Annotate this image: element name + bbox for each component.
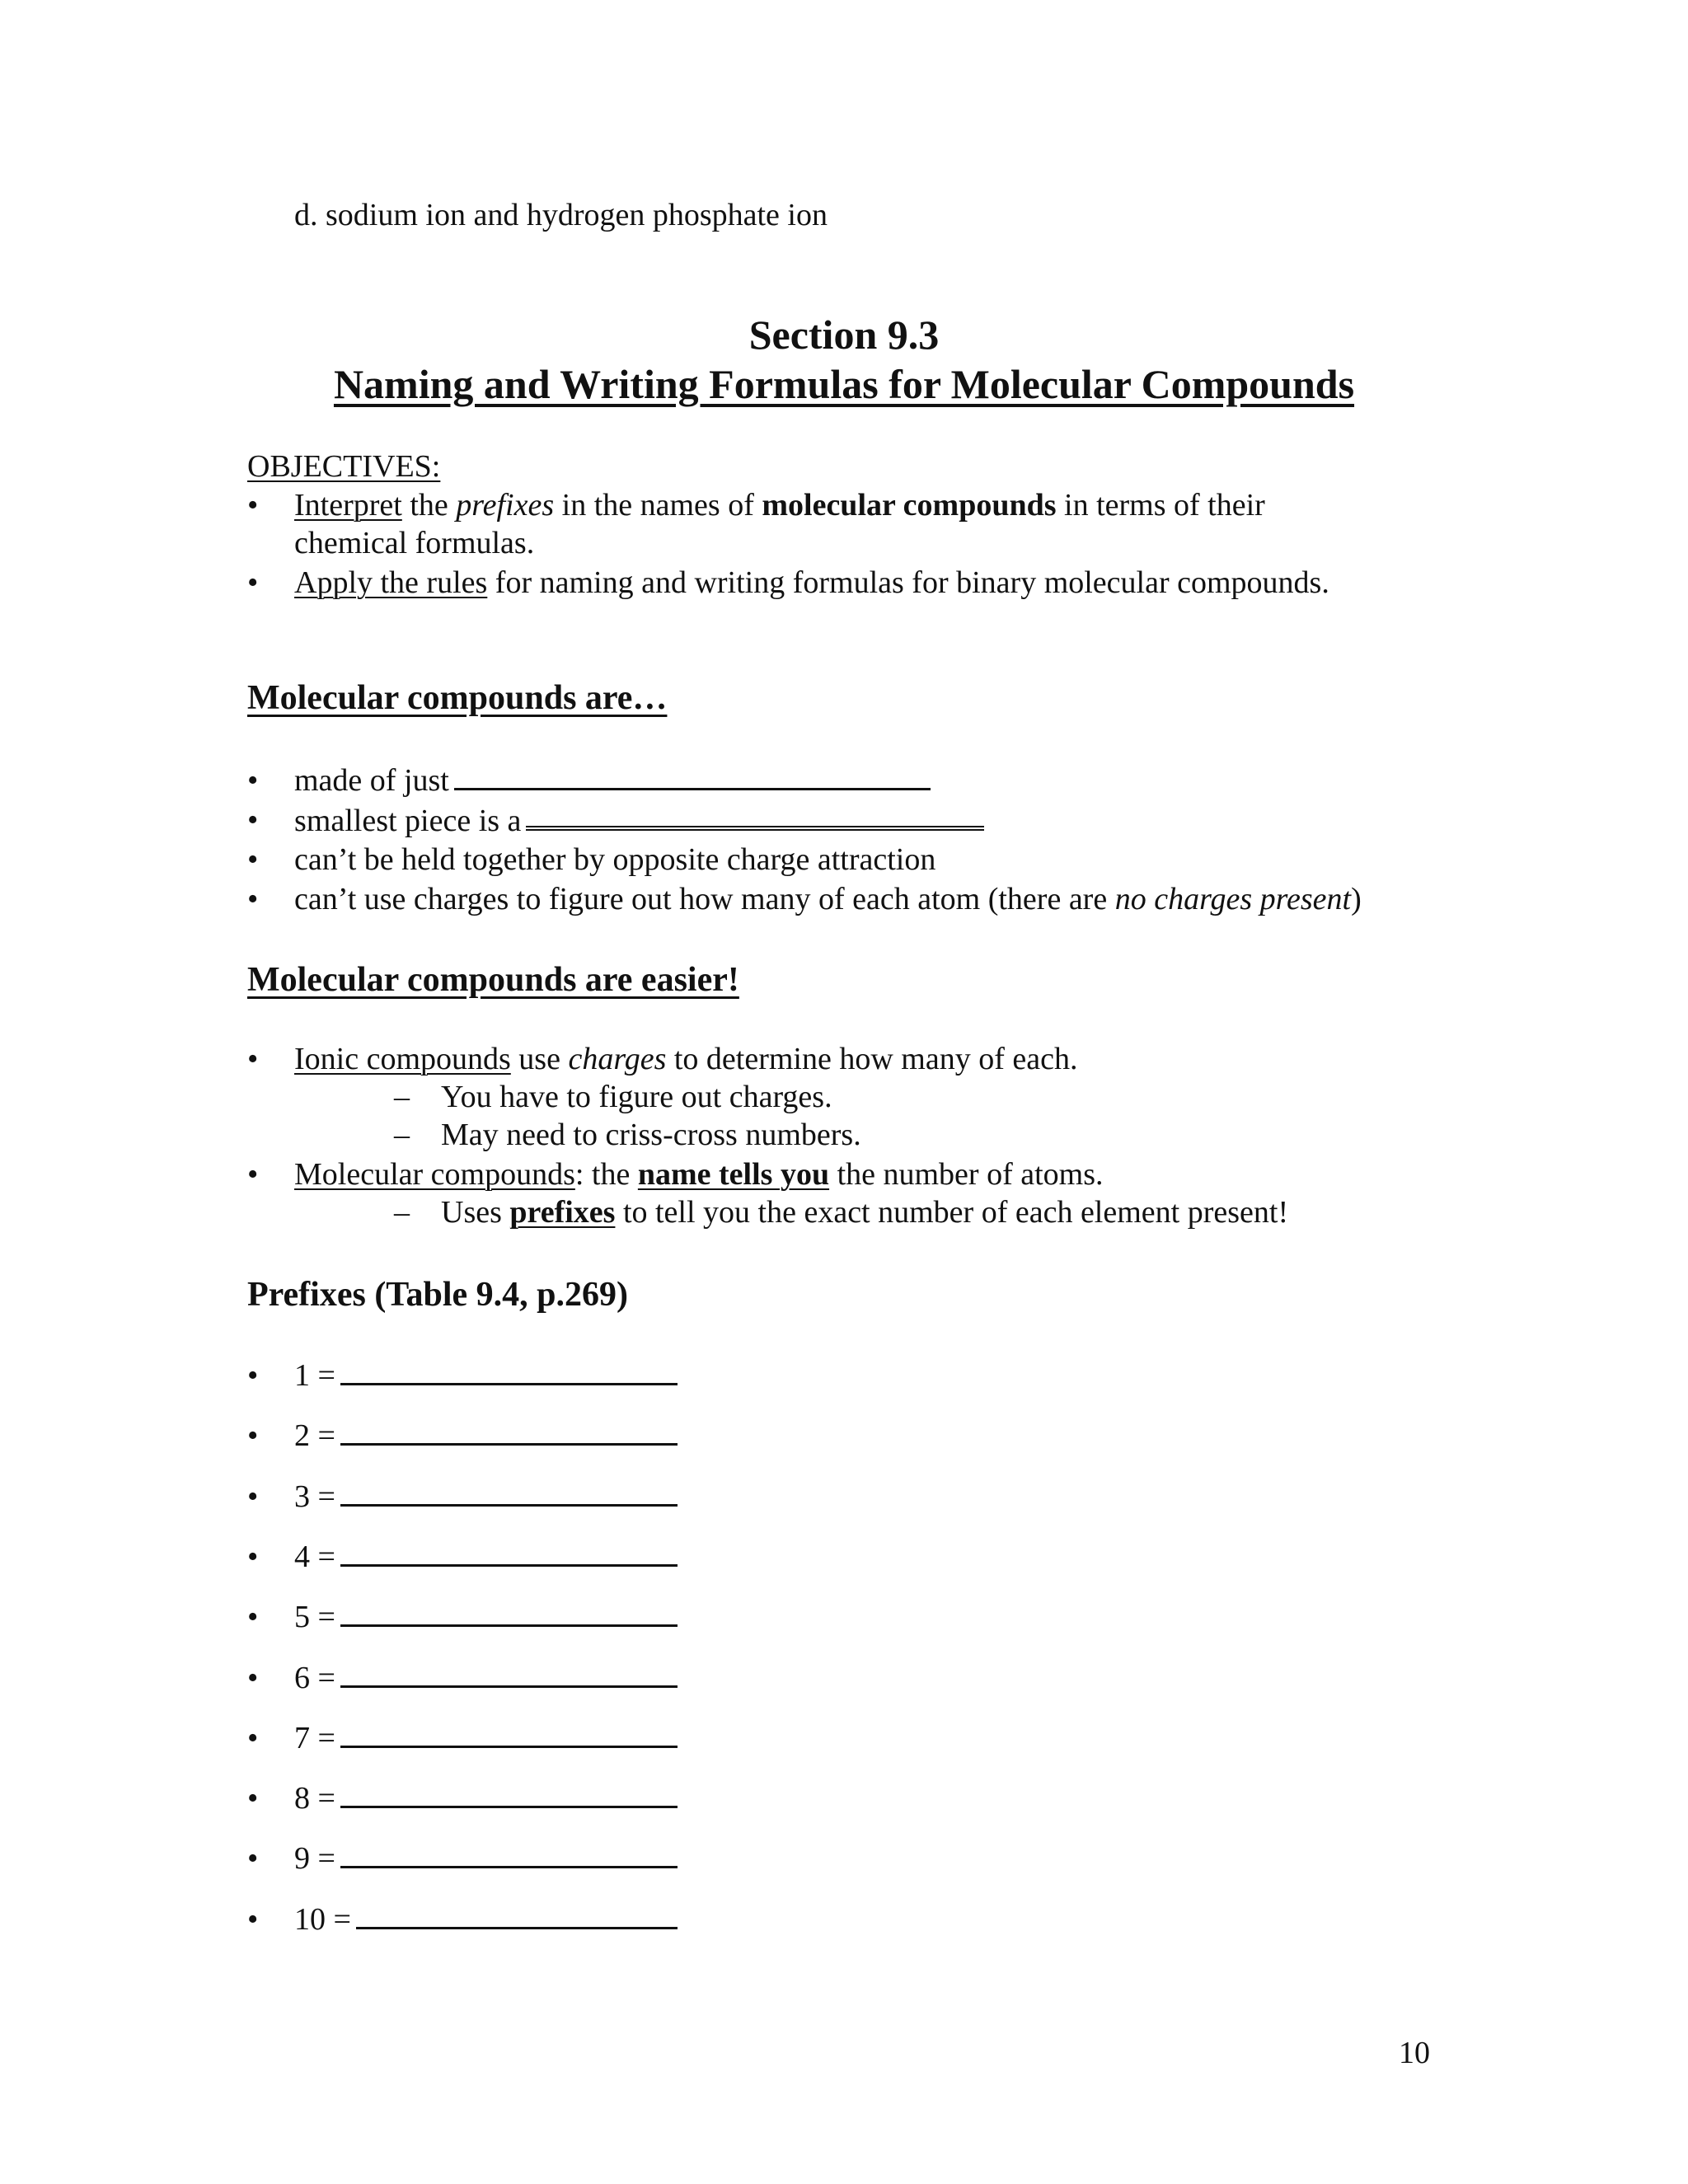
emphasis-charges: charges — [568, 1042, 667, 1076]
prefix-number-label: 7 = — [294, 1721, 335, 1755]
bold-molecular-compounds: molecular compounds — [762, 488, 1057, 523]
prefix-answer-blank[interactable] — [340, 1479, 678, 1507]
text: in the names of — [554, 488, 762, 523]
answer-blank[interactable] — [454, 763, 931, 790]
emphasis-prefixes: prefixes — [456, 488, 555, 523]
bold-name-tells-you: name tells you — [637, 1157, 830, 1192]
text: made of just — [294, 763, 449, 798]
mc-are-item-4 — [294, 880, 1362, 918]
heading-molecular-compounds-easier: Molecular compounds are easier! — [247, 961, 739, 999]
text: in terms of their — [1056, 488, 1265, 523]
dash: – — [394, 1118, 410, 1152]
bullet: • — [247, 1358, 259, 1393]
prefix-number-label: 5 = — [294, 1600, 335, 1634]
bullet: • — [247, 1479, 259, 1514]
bullet: • — [247, 803, 259, 837]
underline-molecular-compounds: Molecular compounds — [294, 1157, 575, 1192]
underline-ionic-compounds: Ionic compounds — [294, 1042, 511, 1076]
dash: – — [394, 1195, 410, 1230]
text: ) — [1351, 882, 1362, 916]
emphasis: no charges present — [1114, 882, 1352, 916]
bullet: • — [247, 1661, 259, 1695]
heading-prefixes: Prefixes (Table 9.4, p.269) — [247, 1276, 628, 1314]
answer-blank[interactable] — [526, 801, 984, 831]
bullet: • — [247, 882, 259, 916]
objective-1-verb: Interpret — [294, 488, 402, 523]
section-number: Section 9.3 — [748, 312, 940, 358]
prefix-item — [294, 1538, 678, 1576]
bullet: • — [247, 1721, 259, 1755]
bullet: • — [247, 488, 259, 523]
text: to tell you the exact number of each element present! — [615, 1195, 1289, 1230]
prefix-answer-blank[interactable] — [340, 1721, 678, 1748]
prefix-number-label: 4 = — [294, 1540, 335, 1574]
prefix-answer-blank[interactable] — [340, 1841, 678, 1868]
prefix-answer-blank[interactable] — [340, 1781, 678, 1808]
prefix-number-label: 9 = — [294, 1841, 335, 1876]
section-title: Naming and Writing Formulas for Molecular Compounds — [333, 361, 1355, 407]
text: smallest piece is a — [294, 804, 522, 838]
heading-molecular-compounds-are: Molecular compounds are… — [247, 679, 668, 717]
bullet: • — [247, 1781, 259, 1816]
mc-are-item-3: can’t be held together by opposite charge attraction — [294, 842, 936, 877]
prefix-number-label: 10 = — [294, 1902, 351, 1937]
text: use — [510, 1042, 569, 1076]
prefix-answer-blank[interactable] — [340, 1661, 678, 1688]
prefix-item — [294, 1357, 678, 1394]
prefix-item — [294, 1900, 678, 1938]
prefix-item — [294, 1417, 678, 1455]
bullet: • — [247, 1600, 259, 1634]
bullet: • — [247, 1157, 259, 1192]
prefix-number-label: 2 = — [294, 1418, 335, 1453]
easier-item-ionic — [294, 1040, 1077, 1078]
text: can’t use charges to figure out how many of each atom (there are — [294, 882, 1115, 916]
mc-are-item-2 — [294, 801, 984, 840]
bullet: • — [247, 1540, 259, 1574]
text: to determine how many of each. — [666, 1042, 1078, 1076]
bullet: • — [247, 565, 259, 600]
easier-subitem-2: May need to criss-cross numbers. — [441, 1118, 861, 1152]
prefix-answer-blank[interactable] — [340, 1600, 678, 1627]
text: the — [401, 488, 457, 523]
prefix-item — [294, 1719, 678, 1757]
objective-1 — [294, 486, 1265, 524]
bullet: • — [247, 763, 259, 798]
prefix-item — [294, 1478, 678, 1516]
bold-prefixes: prefixes — [509, 1195, 616, 1230]
bullet: • — [247, 842, 259, 877]
objectives-label: OBJECTIVES: — [247, 449, 441, 484]
prefix-answer-blank[interactable] — [356, 1902, 678, 1929]
objective-2-verb: Apply the rules — [294, 565, 488, 600]
page-number: 10 — [1399, 2036, 1430, 2070]
question-item-d: d. sodium ion and hydrogen phosphate ion — [294, 198, 828, 232]
prefix-item — [294, 1840, 678, 1877]
prefix-answer-blank[interactable] — [340, 1358, 678, 1385]
prefix-number-label: 8 = — [294, 1781, 335, 1816]
text: : the — [574, 1157, 638, 1192]
bullet: • — [247, 1418, 259, 1453]
prefix-item — [294, 1779, 678, 1817]
prefix-item — [294, 1659, 678, 1697]
prefix-item — [294, 1598, 678, 1636]
prefix-number-label: 3 = — [294, 1479, 335, 1514]
bullet: • — [247, 1902, 259, 1937]
prefix-answer-blank[interactable] — [340, 1418, 678, 1446]
text: for naming and writing formulas for binary molecular compounds. — [487, 565, 1329, 600]
prefix-number-label: 6 = — [294, 1661, 335, 1695]
text: the number of atoms. — [829, 1157, 1104, 1192]
prefix-number-label: 1 = — [294, 1358, 335, 1393]
bullet: • — [247, 1841, 259, 1876]
easier-subitem-3 — [441, 1193, 1288, 1231]
dash: – — [394, 1080, 410, 1114]
objective-1-continued: chemical formulas. — [294, 526, 535, 560]
mc-are-item-1 — [294, 762, 931, 799]
objective-2 — [294, 564, 1329, 602]
easier-subitem-1: You have to figure out charges. — [441, 1080, 832, 1114]
prefix-answer-blank[interactable] — [340, 1540, 678, 1567]
easier-item-molecular — [294, 1155, 1104, 1193]
bullet: • — [247, 1042, 259, 1076]
text: Uses — [441, 1195, 510, 1230]
